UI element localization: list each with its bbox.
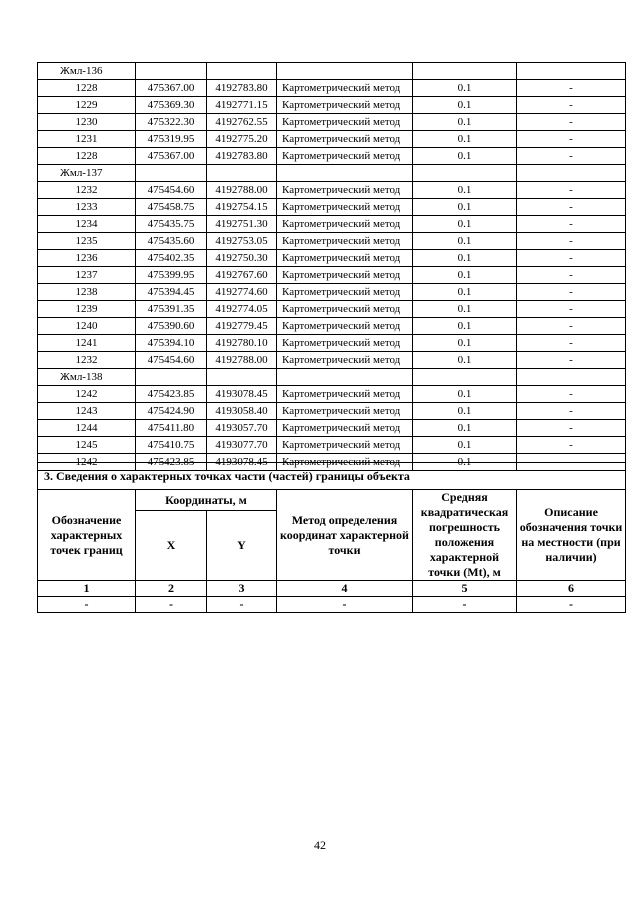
coord-y: 4192774.05 [207, 301, 277, 318]
method-cell: Картометрический метод [277, 454, 413, 471]
point-id: 1238 [38, 284, 136, 301]
method-cell: Картометрический метод [277, 131, 413, 148]
precision-cell: 0.1 [413, 284, 517, 301]
coord-x: 475322.30 [136, 114, 207, 131]
precision-cell: 0.1 [413, 301, 517, 318]
point-id: 1241 [38, 335, 136, 352]
description-cell: - [517, 148, 626, 165]
empty-cell [517, 369, 626, 386]
coord-y: 4192774.60 [207, 284, 277, 301]
point-id: 1234 [38, 216, 136, 233]
header-designation: Обозначение характерных точек границ [38, 490, 136, 581]
description-cell: - [517, 318, 626, 335]
point-id: 1239 [38, 301, 136, 318]
coord-x: 475454.60 [136, 352, 207, 369]
section3-title: 3. Сведения о характерных точках части (частей) границы объекта [38, 463, 626, 490]
coord-y: 4192767.60 [207, 267, 277, 284]
empty-cell: - [517, 597, 626, 613]
coord-y: 4192754.15 [207, 199, 277, 216]
method-cell: Картометрический метод [277, 318, 413, 335]
precision-cell: 0.1 [413, 216, 517, 233]
description-cell: - [517, 420, 626, 437]
coord-x: 475367.00 [136, 148, 207, 165]
empty-cell: - [277, 597, 413, 613]
method-cell: Картометрический метод [277, 352, 413, 369]
header-y: Y [207, 511, 277, 581]
point-id: 1236 [38, 250, 136, 267]
precision-cell: 0.1 [413, 437, 517, 454]
coord-x: 475319.95 [136, 131, 207, 148]
coord-y: 4193057.70 [207, 420, 277, 437]
table-row [38, 131, 626, 148]
method-cell: Картометрический метод [277, 250, 413, 267]
group-header-row [38, 369, 626, 386]
description-cell: - [517, 216, 626, 233]
column-number: 1 [38, 581, 136, 597]
point-id: 1235 [38, 233, 136, 250]
coord-x: 475424.90 [136, 403, 207, 420]
point-id: 1228 [38, 148, 136, 165]
column-number: 4 [277, 581, 413, 597]
method-cell: Картометрический метод [277, 335, 413, 352]
precision-cell: 0.1 [413, 454, 517, 471]
table-row [38, 284, 626, 301]
description-cell: - [517, 233, 626, 250]
precision-cell: 0.1 [413, 267, 517, 284]
precision-cell: 0.1 [413, 420, 517, 437]
coord-x: 475454.60 [136, 182, 207, 199]
coord-x: 475399.95 [136, 267, 207, 284]
coord-y: 4192788.00 [207, 352, 277, 369]
precision-cell: 0.1 [413, 80, 517, 97]
coord-x: 475367.00 [136, 80, 207, 97]
point-id: 1244 [38, 420, 136, 437]
empty-cell [136, 63, 207, 80]
coord-y: 4192783.80 [207, 148, 277, 165]
coord-x: 475423.85 [136, 386, 207, 403]
table-row [38, 182, 626, 199]
table-row [38, 114, 626, 131]
coord-y: 4192762.55 [207, 114, 277, 131]
coord-x: 475458.75 [136, 199, 207, 216]
table-row [38, 437, 626, 454]
coord-y: 4192751.30 [207, 216, 277, 233]
coord-x: 475435.75 [136, 216, 207, 233]
point-id: 1231 [38, 131, 136, 148]
column-number: 2 [136, 581, 207, 597]
method-cell: Картометрический метод [277, 216, 413, 233]
method-cell: Картометрический метод [277, 148, 413, 165]
point-id: 1237 [38, 267, 136, 284]
table-row [38, 250, 626, 267]
description-cell: - [517, 97, 626, 114]
description-cell: - [517, 352, 626, 369]
method-cell: Картометрический метод [277, 199, 413, 216]
point-id: 1230 [38, 114, 136, 131]
empty-cell [413, 369, 517, 386]
group-header-row [38, 165, 626, 182]
empty-cell [277, 63, 413, 80]
coord-y: 4192750.30 [207, 250, 277, 267]
point-id: 1243 [38, 403, 136, 420]
empty-cell [277, 165, 413, 182]
description-cell: - [517, 403, 626, 420]
description-cell: - [517, 284, 626, 301]
empty-cell: - [207, 597, 277, 613]
coord-y: 4193058.40 [207, 403, 277, 420]
points-table-body [38, 63, 626, 471]
coord-x: 475391.35 [136, 301, 207, 318]
empty-cell: - [136, 597, 207, 613]
method-cell: Картометрический метод [277, 386, 413, 403]
group-name: Жмл-137 [38, 165, 136, 182]
point-id: 1232 [38, 352, 136, 369]
empty-cell [136, 165, 207, 182]
table-row [38, 386, 626, 403]
empty-cell [517, 165, 626, 182]
description-cell: - [517, 199, 626, 216]
table-row [38, 199, 626, 216]
description-cell: - [517, 437, 626, 454]
coord-y: 4192783.80 [207, 80, 277, 97]
empty-cell [207, 165, 277, 182]
method-cell: Картометрический метод [277, 97, 413, 114]
precision-cell: 0.1 [413, 386, 517, 403]
table-row [38, 301, 626, 318]
empty-cell: - [413, 597, 517, 613]
empty-cell [517, 63, 626, 80]
precision-cell: 0.1 [413, 182, 517, 199]
table-row [38, 233, 626, 250]
description-cell: - [517, 182, 626, 199]
method-cell: Картометрический метод [277, 420, 413, 437]
description-cell: - [517, 80, 626, 97]
point-id: 1233 [38, 199, 136, 216]
precision-cell: 0.1 [413, 403, 517, 420]
table-row [38, 335, 626, 352]
description-cell: - [517, 114, 626, 131]
coord-x: 475423.85 [136, 454, 207, 471]
coord-x: 475369.30 [136, 97, 207, 114]
precision-cell: 0.1 [413, 131, 517, 148]
precision-cell: 0.1 [413, 148, 517, 165]
description-cell: - [517, 250, 626, 267]
precision-cell: 0.1 [413, 318, 517, 335]
header-method: Метод определения координат характерной точки [277, 490, 413, 581]
precision-cell: 0.1 [413, 250, 517, 267]
description-cell: - [517, 454, 626, 471]
table-row [38, 80, 626, 97]
precision-cell: 0.1 [413, 335, 517, 352]
coord-x: 475390.60 [136, 318, 207, 335]
point-id: 1245 [38, 437, 136, 454]
point-id: 1242 [38, 454, 136, 471]
method-cell: Картометрический метод [277, 114, 413, 131]
point-id: 1240 [38, 318, 136, 335]
group-name: Жмл-138 [38, 369, 136, 386]
precision-cell: 0.1 [413, 97, 517, 114]
group-name: Жмл-136 [38, 63, 136, 80]
empty-cell [136, 369, 207, 386]
empty-cell [413, 165, 517, 182]
table-row [38, 403, 626, 420]
coord-x: 475394.10 [136, 335, 207, 352]
description-cell: - [517, 267, 626, 284]
point-id: 1229 [38, 97, 136, 114]
empty-cell [207, 63, 277, 80]
table-row [38, 318, 626, 335]
table-row [38, 420, 626, 437]
point-id: 1232 [38, 182, 136, 199]
empty-cell: - [38, 597, 136, 613]
method-cell: Картометрический метод [277, 182, 413, 199]
coord-y: 4192771.15 [207, 97, 277, 114]
coord-x: 475411.80 [136, 420, 207, 437]
method-cell: Картометрический метод [277, 403, 413, 420]
empty-cell [207, 369, 277, 386]
table-row [38, 267, 626, 284]
coord-y: 4193078.45 [207, 454, 277, 471]
description-cell: - [517, 301, 626, 318]
method-cell: Картометрический метод [277, 233, 413, 250]
coord-x: 475402.35 [136, 250, 207, 267]
header-precision: Средняя квадратическая погрешность положения характерной точки (Mt), м [413, 490, 517, 581]
description-cell: - [517, 131, 626, 148]
precision-cell: 0.1 [413, 114, 517, 131]
method-cell: Картометрический метод [277, 301, 413, 318]
precision-cell: 0.1 [413, 352, 517, 369]
coord-y: 4192753.05 [207, 233, 277, 250]
table-row [38, 216, 626, 233]
coord-y: 4193077.70 [207, 437, 277, 454]
section3-table [37, 462, 626, 613]
column-number: 3 [207, 581, 277, 597]
group-header-row [38, 63, 626, 80]
method-cell: Картометрический метод [277, 80, 413, 97]
method-cell: Картометрический метод [277, 284, 413, 301]
coord-y: 4193078.45 [207, 386, 277, 403]
description-cell: - [517, 335, 626, 352]
point-id: 1228 [38, 80, 136, 97]
description-cell: - [517, 386, 626, 403]
table-row [38, 352, 626, 369]
coord-y: 4192788.00 [207, 182, 277, 199]
header-x: X [136, 511, 207, 581]
coord-y: 4192780.10 [207, 335, 277, 352]
point-id: 1242 [38, 386, 136, 403]
header-description: Описание обозначения точки на местности (при наличии) [517, 490, 626, 581]
column-number: 6 [517, 581, 626, 597]
coord-x: 475394.45 [136, 284, 207, 301]
method-cell: Картометрический метод [277, 267, 413, 284]
method-cell: Картометрический метод [277, 437, 413, 454]
coord-x: 475435.60 [136, 233, 207, 250]
table-row [38, 148, 626, 165]
table-row [38, 97, 626, 114]
page-number: 42 [314, 838, 326, 852]
column-number: 5 [413, 581, 517, 597]
precision-cell: 0.1 [413, 233, 517, 250]
coord-y: 4192779.45 [207, 318, 277, 335]
empty-cell [413, 63, 517, 80]
coord-y: 4192775.20 [207, 131, 277, 148]
empty-cell [277, 369, 413, 386]
characteristic-points-table [37, 62, 626, 471]
precision-cell: 0.1 [413, 199, 517, 216]
coord-x: 475410.75 [136, 437, 207, 454]
header-coordinates: Координаты, м [136, 490, 277, 511]
